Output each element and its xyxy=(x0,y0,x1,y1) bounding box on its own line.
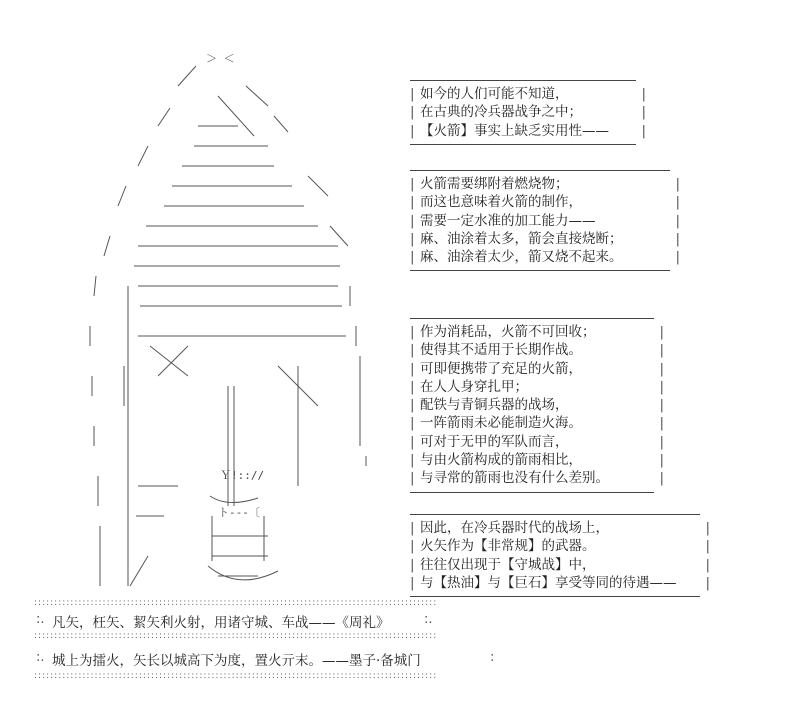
narration-box-2 xyxy=(410,170,670,271)
narration-line: | 麻、油涂着太多，箭会直接烧断； | xyxy=(410,230,670,248)
narration-line: | 可对于无甲的军队而言， | xyxy=(410,433,654,451)
narration-line: | 一阵箭雨未必能制造火海。 | xyxy=(410,414,654,432)
narration-box-4 xyxy=(410,514,700,597)
colon-mark: : xyxy=(490,650,495,665)
narration-line: | 而这也意味着火箭的制作， | xyxy=(410,193,670,211)
quote-mozi: 城上为擂火，矢长以城高下为度，置火亓末。——墨子·备城门 xyxy=(52,653,421,669)
quote-zhouli: 凡矢，枉矢、絜矢利火射，用诸守城、车战——《周礼》 xyxy=(52,615,390,631)
narration-line: | 需要一定水准的加工能力—— | xyxy=(410,212,670,230)
narration-line: | 与【热油】与【巨石】享受等同的待遇—— | xyxy=(410,574,700,592)
colon-mark: :. xyxy=(36,612,45,627)
narration-line: | 可即便携带了充足的火箭， | xyxy=(410,360,654,378)
narration-line: | 在古典的冷兵器战争之中； | xyxy=(410,103,636,121)
art-top-glyphs: ＞ ＜ xyxy=(206,52,235,65)
narration-line: | 在人人身穿扎甲； | xyxy=(410,378,654,396)
narration-line: | 与由火箭构成的箭雨相比， | xyxy=(410,451,654,469)
narration-line: | 火矢作为【非常规】的武器。 | xyxy=(410,537,700,555)
colon-mark: :. xyxy=(36,650,45,665)
colon-mark: :. xyxy=(424,612,433,627)
art-tag-glyphs: Ｙ!::// xyxy=(220,469,265,482)
dotted-divider-bottom: :::::::::::::::::::::::::::::::::::::::::::::::::::::::::::::::::::::::::::::::::::::::::::::::::::: xyxy=(34,672,438,681)
narration-line: | 火箭需要绑附着燃烧物； | xyxy=(410,175,670,193)
narration-box-1 xyxy=(410,80,636,145)
narration-line: | 使得其不适用于长期作战。 | xyxy=(410,341,654,359)
art-bubble-glyphs: ト---〔 xyxy=(218,506,260,519)
ascii-art-figure xyxy=(78,46,398,596)
narration-box-3 xyxy=(410,318,654,493)
narration-line: | 因此，在冷兵器时代的战场上， | xyxy=(410,519,700,537)
dotted-divider-top: :::::::::::::::::::::::::::::::::::::::::::::::::::::::::::::::::::::::::::::::::::::::::::::::::::: xyxy=(34,599,438,608)
narration-line: | 与寻常的箭雨也没有什么差别。 | xyxy=(410,469,654,487)
narration-line: | 如今的人们可能不知道， | xyxy=(410,85,636,103)
dotted-divider-middle: :::::::::::::::::::::::::::::::::::::::::::::::::::::::::::::::::::::::::::::::::::::::::::::::::::: xyxy=(34,632,438,641)
narration-line: | 作为消耗品，火箭不可回收； | xyxy=(410,323,654,341)
narration-line: | 往往仅出现于【守城战】中， | xyxy=(410,556,700,574)
narration-line: | 【火箭】事实上缺乏实用性—— | xyxy=(410,122,636,140)
narration-line: | 配铁与青铜兵器的战场， | xyxy=(410,396,654,414)
narration-line: | 麻、油涂着太少，箭又烧不起来。 | xyxy=(410,248,670,266)
